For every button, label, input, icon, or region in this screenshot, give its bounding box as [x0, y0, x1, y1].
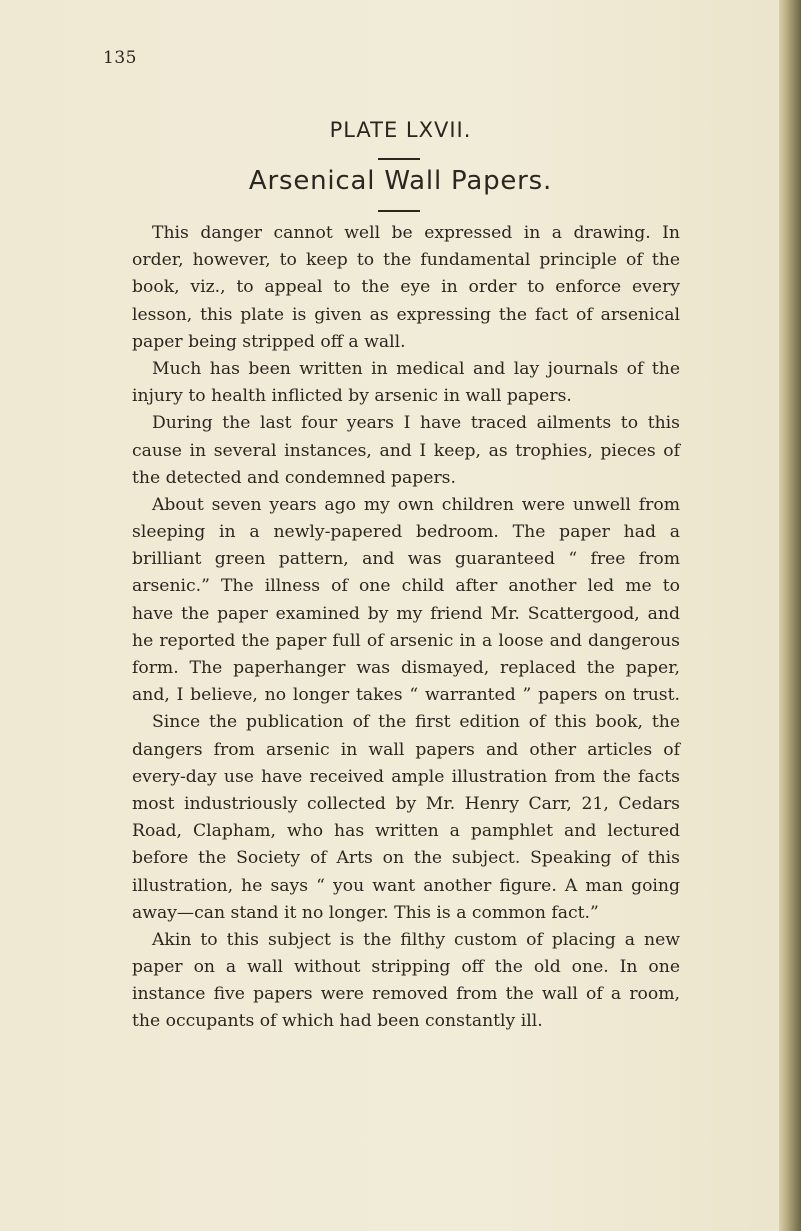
- text-line: the occupants of which had been constantly ill.: [132, 1011, 543, 1032]
- section-title: Arsenical Wall Papers.: [248, 166, 553, 196]
- text-line: before the Society of Arts on the subject. Speaking of this: [132, 848, 680, 869]
- text-line: cause in several instances, and I keep, as trophies, pieces of: [132, 440, 680, 461]
- text-line: lesson, this plate is given as expressing the fact of arsenical: [132, 304, 680, 325]
- text-line: he reported the paper full of arsenic in a loose and dangerous: [132, 630, 680, 651]
- text-line: instance five papers were removed from the wall of a room,: [132, 984, 680, 1005]
- text-line: order, however, to keep to the fundamental principle of the: [132, 250, 680, 271]
- text-line: dangers from arsenic in wall papers and other articles of: [132, 739, 680, 760]
- text-line: brilliant green pattern, and was guaranteed “ free from: [132, 549, 680, 570]
- text-line: and, I believe, no longer takes “ warranted ” papers on trust.: [132, 685, 680, 706]
- body-text: [132, 220, 680, 1036]
- text-line: Since the publication of the first edition of this book, the: [152, 712, 680, 733]
- text-line: This danger cannot well be expressed in a drawing. In: [152, 223, 680, 243]
- plate-title: [0, 118, 801, 142]
- text-line: Akin to this subject is the filthy custom of placing a new: [152, 929, 680, 950]
- text-line: arsenic.” The illness of one child after another led me to: [132, 576, 680, 597]
- text-line: Road, Clapham, who has written a pamphlet and lectured: [132, 821, 680, 842]
- title-divider-bottom: [378, 210, 420, 212]
- text-line: About seven years ago my own children were unwell from: [152, 494, 680, 515]
- text-line: the detected and condemned papers.: [132, 467, 456, 488]
- page-number: 135: [103, 48, 137, 68]
- title-divider-top: [378, 158, 420, 160]
- plate-title-text: PLATE LXVII.: [329, 118, 472, 142]
- text-line: have the paper examined by my friend Mr. Scattergood, and: [132, 603, 680, 624]
- text-line: injury to health inflicted by arsenic in wall papers.: [132, 386, 572, 407]
- text-line: book, viz., to appeal to the eye in order to enforce every: [132, 277, 680, 298]
- text-line: every-day use have received ample illustration from the facts: [132, 766, 680, 787]
- text-line: form. The paperhanger was dismayed, replaced the paper,: [132, 658, 680, 678]
- text-line: paper on a wall without stripping off the old one. In one: [132, 957, 680, 978]
- text-line: away—can stand it no longer. This is a common fact.”: [132, 902, 599, 923]
- text-line: During the last four years I have traced ailments to this: [152, 413, 680, 434]
- text-line: Much has been written in medical and lay journals of the: [152, 358, 680, 379]
- text-line: most industriously collected by Mr. Henry Carr, 21, Cedars: [132, 793, 680, 814]
- text-line: sleeping in a newly-papered bedroom. The paper had a: [132, 522, 680, 543]
- text-line: illustration, he says “ you want another figure. A man going: [132, 875, 680, 896]
- text-line: paper being stripped off a wall.: [132, 331, 406, 352]
